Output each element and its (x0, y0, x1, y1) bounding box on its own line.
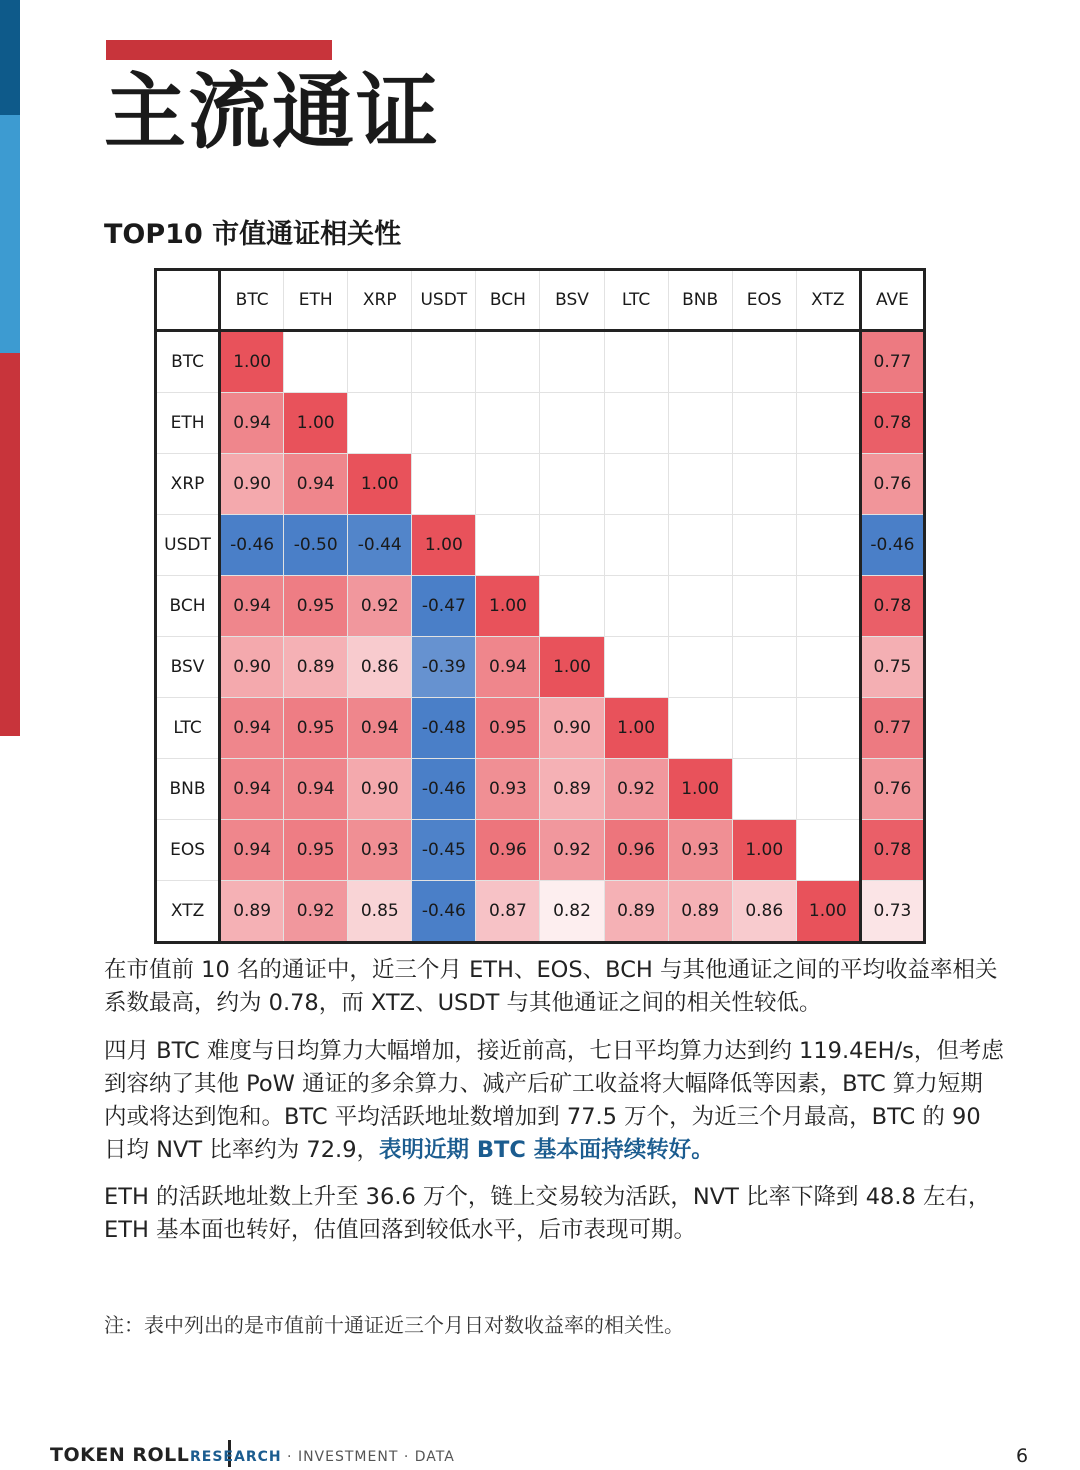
footer-tagline (190, 1449, 455, 1465)
average-cell-xtz: 0.73 (860, 881, 924, 943)
correlation-cell-usdt-eos (732, 515, 796, 576)
matrix-row-xtz (156, 881, 925, 943)
correlation-cell-eth-eth: 1.00 (284, 393, 348, 454)
correlation-cell-bch-eos (732, 576, 796, 637)
correlation-cell-bnb-ltc: 0.92 (604, 759, 668, 820)
average-cell-ltc: 0.77 (860, 698, 924, 759)
page-footer (50, 1440, 1050, 1470)
column-header-bnb: BNB (668, 270, 732, 331)
correlation-cell-bsv-eos (732, 637, 796, 698)
correlation-cell-ltc-bnb (668, 698, 732, 759)
column-header-eth: ETH (284, 270, 348, 331)
correlation-cell-bnb-btc: 0.94 (220, 759, 284, 820)
correlation-cell-bsv-bnb (668, 637, 732, 698)
correlation-cell-btc-eth (284, 331, 348, 393)
correlation-cell-bsv-xtz (796, 637, 860, 698)
page-title: 主流通证 (104, 65, 441, 160)
row-header-bch: BCH (156, 576, 220, 637)
correlation-cell-xtz-eth: 0.92 (284, 881, 348, 943)
correlation-cell-bch-bch: 1.00 (476, 576, 540, 637)
correlation-cell-xrp-usdt (412, 454, 476, 515)
correlation-cell-usdt-btc: -0.46 (220, 515, 284, 576)
column-header-xrp: XRP (348, 270, 412, 331)
correlation-cell-xrp-eth: 0.94 (284, 454, 348, 515)
correlation-cell-btc-usdt (412, 331, 476, 393)
correlation-cell-bnb-eth: 0.94 (284, 759, 348, 820)
correlation-cell-eth-eos (732, 393, 796, 454)
correlation-cell-eth-usdt (412, 393, 476, 454)
correlation-cell-btc-bnb (668, 331, 732, 393)
column-header-bsv: BSV (540, 270, 604, 331)
correlation-cell-bch-bsv (540, 576, 604, 637)
correlation-cell-bnb-usdt: -0.46 (412, 759, 476, 820)
matrix-row-eth (156, 393, 925, 454)
correlation-cell-xtz-bsv: 0.82 (540, 881, 604, 943)
correlation-cell-xrp-btc: 0.90 (220, 454, 284, 515)
correlation-cell-ltc-bch: 0.95 (476, 698, 540, 759)
paragraph-eth-analysis: ETH 的活跃地址数上升至 36.6 万个，链上交易较为活跃，NVT 比率下降到 48.8 左右，ETH 基本面也转好，估值回落到较低水平，后市表现可期。 (104, 1184, 991, 1243)
correlation-cell-eos-bnb: 0.93 (668, 820, 732, 881)
matrix-row-bsv (156, 637, 925, 698)
matrix-header-row (156, 270, 925, 331)
page-number: 6 (1016, 1445, 1029, 1467)
correlation-cell-bch-xtz (796, 576, 860, 637)
correlation-cell-btc-btc: 1.00 (220, 331, 284, 393)
correlation-cell-eos-bch: 0.96 (476, 820, 540, 881)
row-header-xrp: XRP (156, 454, 220, 515)
column-header-ltc: LTC (604, 270, 668, 331)
correlation-cell-eos-xrp: 0.93 (348, 820, 412, 881)
correlation-cell-bnb-bch: 0.93 (476, 759, 540, 820)
correlation-cell-xtz-xrp: 0.85 (348, 881, 412, 943)
correlation-cell-bnb-eos (732, 759, 796, 820)
correlation-cell-btc-ltc (604, 331, 668, 393)
correlation-cell-usdt-xtz (796, 515, 860, 576)
correlation-cell-usdt-bnb (668, 515, 732, 576)
footer-tag-research: RESEARCH (190, 1449, 282, 1465)
correlation-cell-xrp-eos (732, 454, 796, 515)
correlation-cell-usdt-bch (476, 515, 540, 576)
correlation-cell-ltc-xtz (796, 698, 860, 759)
correlation-cell-xtz-usdt: -0.46 (412, 881, 476, 943)
correlation-cell-usdt-xrp: -0.44 (348, 515, 412, 576)
correlation-cell-ltc-usdt: -0.48 (412, 698, 476, 759)
correlation-cell-bnb-xrp: 0.90 (348, 759, 412, 820)
correlation-cell-usdt-usdt: 1.00 (412, 515, 476, 576)
average-cell-eth: 0.78 (860, 393, 924, 454)
correlation-cell-eos-btc: 0.94 (220, 820, 284, 881)
correlation-cell-xrp-xtz (796, 454, 860, 515)
correlation-cell-ltc-ltc: 1.00 (604, 698, 668, 759)
row-header-bnb: BNB (156, 759, 220, 820)
side-accent-navy (0, 0, 20, 115)
correlation-cell-ltc-bsv: 0.90 (540, 698, 604, 759)
row-header-btc: BTC (156, 331, 220, 393)
average-cell-xrp: 0.76 (860, 454, 924, 515)
average-cell-btc: 0.77 (860, 331, 924, 393)
correlation-cell-btc-xrp (348, 331, 412, 393)
matrix-row-btc (156, 331, 925, 393)
matrix-row-bnb (156, 759, 925, 820)
correlation-cell-eos-ltc: 0.96 (604, 820, 668, 881)
table-note: 注：表中列出的是市值前十通证近三个月日对数收益率的相关性。 (104, 1313, 684, 1337)
correlation-cell-eth-xrp (348, 393, 412, 454)
correlation-cell-bch-xrp: 0.92 (348, 576, 412, 637)
correlation-cell-bnb-bnb: 1.00 (668, 759, 732, 820)
correlation-cell-eth-ltc (604, 393, 668, 454)
correlation-cell-btc-bsv (540, 331, 604, 393)
correlation-cell-ltc-eth: 0.95 (284, 698, 348, 759)
correlation-cell-bsv-usdt: -0.39 (412, 637, 476, 698)
correlation-cell-bnb-bsv: 0.89 (540, 759, 604, 820)
correlation-cell-eth-btc: 0.94 (220, 393, 284, 454)
correlation-cell-bsv-bch: 0.94 (476, 637, 540, 698)
correlation-cell-bnb-xtz (796, 759, 860, 820)
row-header-ltc: LTC (156, 698, 220, 759)
footer-tag-rest: · INVESTMENT · DATA (281, 1449, 455, 1465)
correlation-cell-bch-ltc (604, 576, 668, 637)
correlation-cell-eos-usdt: -0.45 (412, 820, 476, 881)
column-header-ave: AVE (860, 270, 924, 331)
matrix-row-eos (156, 820, 925, 881)
matrix-corner-cell (156, 270, 220, 331)
column-header-btc: BTC (220, 270, 284, 331)
side-accent-blue (0, 115, 20, 353)
correlation-cell-xrp-bsv (540, 454, 604, 515)
correlation-cell-eos-eos: 1.00 (732, 820, 796, 881)
correlation-cell-xrp-ltc (604, 454, 668, 515)
matrix-row-ltc (156, 698, 925, 759)
btc-highlight-text: 表明近期 BTC 基本面持续转好。 (379, 1137, 714, 1163)
correlation-cell-eos-eth: 0.95 (284, 820, 348, 881)
matrix-row-bch (156, 576, 925, 637)
correlation-cell-xtz-bch: 0.87 (476, 881, 540, 943)
row-header-eos: EOS (156, 820, 220, 881)
side-accent-red (0, 353, 20, 736)
row-header-eth: ETH (156, 393, 220, 454)
correlation-cell-xrp-xrp: 1.00 (348, 454, 412, 515)
correlation-cell-btc-bch (476, 331, 540, 393)
correlation-cell-btc-xtz (796, 331, 860, 393)
correlation-cell-bch-bnb (668, 576, 732, 637)
correlation-cell-eos-xtz (796, 820, 860, 881)
correlation-cell-xrp-bnb (668, 454, 732, 515)
correlation-cell-usdt-eth: -0.50 (284, 515, 348, 576)
correlation-cell-xtz-xtz: 1.00 (796, 881, 860, 943)
correlation-cell-bsv-ltc (604, 637, 668, 698)
matrix-row-xrp (156, 454, 925, 515)
correlation-cell-xtz-btc: 0.89 (220, 881, 284, 943)
correlation-cell-eos-bsv: 0.92 (540, 820, 604, 881)
correlation-cell-xtz-bnb: 0.89 (668, 881, 732, 943)
average-cell-bch: 0.78 (860, 576, 924, 637)
title-accent-bar (106, 40, 332, 60)
correlation-cell-usdt-ltc (604, 515, 668, 576)
average-cell-bsv: 0.75 (860, 637, 924, 698)
average-cell-usdt: -0.46 (860, 515, 924, 576)
correlation-cell-bsv-btc: 0.90 (220, 637, 284, 698)
matrix-row-usdt (156, 515, 925, 576)
column-header-bch: BCH (476, 270, 540, 331)
average-cell-eos: 0.78 (860, 820, 924, 881)
correlation-cell-usdt-bsv (540, 515, 604, 576)
correlation-cell-bch-btc: 0.94 (220, 576, 284, 637)
correlation-cell-eth-bsv (540, 393, 604, 454)
column-header-eos: EOS (732, 270, 796, 331)
footer-brand: TOKEN ROLL (50, 1444, 190, 1466)
row-header-bsv: BSV (156, 637, 220, 698)
correlation-cell-bch-usdt: -0.47 (412, 576, 476, 637)
correlation-cell-ltc-eos (732, 698, 796, 759)
paragraph-correlation-summary: 在市值前 10 名的通证中，近三个月 ETH、EOS、BCH 与其他通证之间的平均收益率相关系数最高，约为 0.78，而 XTZ、USDT 与其他通证之间的相关性较低。 (104, 957, 998, 1016)
section-subtitle: TOP10 市值通证相关性 (104, 219, 402, 250)
correlation-cell-bsv-xrp: 0.86 (348, 637, 412, 698)
row-header-usdt: USDT (156, 515, 220, 576)
correlation-cell-btc-eos (732, 331, 796, 393)
correlation-cell-bch-eth: 0.95 (284, 576, 348, 637)
btc-analysis-text: 四月 BTC 难度与日均算力大幅增加，接近前高，七日平均算力达到约 119.4EH/s，但考虑到容纳了其他 PoW 通证的多余算力、减产后矿工收益将大幅降低等因素，BTC 算力短期内或将达到饱和。BTC 平均活跃地址数增加到 77.5 万个，为近三个月最高，BTC 的 90 日均 NVT 比率约为 72.9， (104, 1038, 1004, 1163)
column-header-xtz: XTZ (796, 270, 860, 331)
correlation-cell-xrp-bch (476, 454, 540, 515)
row-header-xtz: XTZ (156, 881, 220, 943)
column-header-usdt: USDT (412, 270, 476, 331)
average-cell-bnb: 0.76 (860, 759, 924, 820)
correlation-cell-xtz-ltc: 0.89 (604, 881, 668, 943)
correlation-cell-ltc-xrp: 0.94 (348, 698, 412, 759)
correlation-cell-eth-bch (476, 393, 540, 454)
correlation-cell-xtz-eos: 0.86 (732, 881, 796, 943)
correlation-cell-bsv-eth: 0.89 (284, 637, 348, 698)
correlation-cell-bsv-bsv: 1.00 (540, 637, 604, 698)
correlation-matrix (154, 268, 926, 944)
correlation-cell-ltc-btc: 0.94 (220, 698, 284, 759)
paragraph-btc-analysis (104, 1035, 1004, 1167)
correlation-cell-eth-bnb (668, 393, 732, 454)
correlation-cell-eth-xtz (796, 393, 860, 454)
